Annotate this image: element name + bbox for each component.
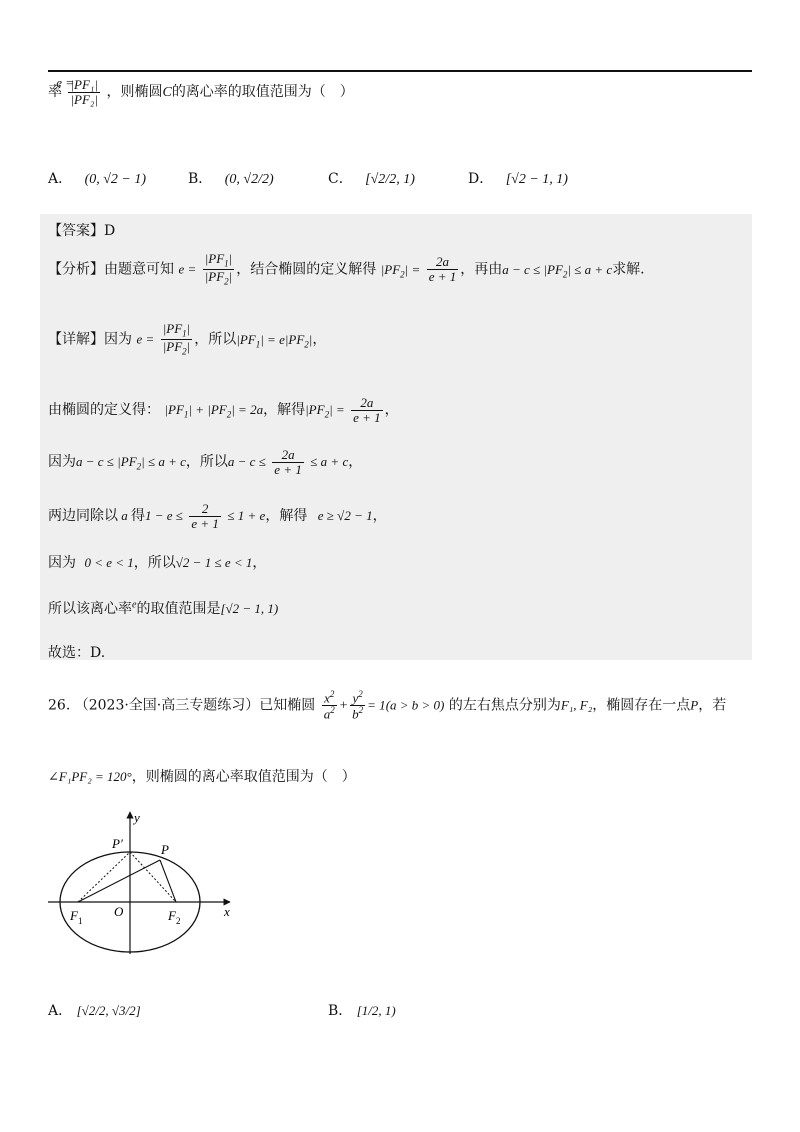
q25-option-b[interactable]: B． (0, √2/2) [188, 171, 274, 187]
segment-f1-p [78, 860, 160, 902]
q26-option-a[interactable]: A． [√2/2, √3/2] [48, 1003, 141, 1019]
segment-p-f2 [160, 860, 176, 902]
f1-subscript: 1 [78, 916, 83, 926]
detail-line-1: 【详解】因为 e = $\frac{|PF_1|}{|PF_2|}$ ，所以$|PF_1| = e|PF_2|$， [48, 321, 327, 357]
x-axis-label: x [224, 904, 230, 919]
detail-line-2: 由椭圆的定义得： $|PF_1| + |PF_2| = 2a$，解得$|PF_2|$ = $\frac{2a}{e + 1}$ ， [48, 395, 399, 425]
y-axis-label: y [134, 810, 140, 825]
p-prime-label: P′ [112, 836, 123, 851]
analysis-line: 【分析】由题意可知 e = $\frac{|PF_1|}{|PF_2|}$ ，结合椭圆的定义解得 $|PF_2|$ = $\frac{2a}{e + 1}$ ，再由$a - c \le |PF_2| \le a + c$求解. [48, 251, 645, 287]
f2-subscript: 2 [176, 916, 181, 926]
analysis-formula-pf2: $\frac{2a}{e + 1}$ [428, 254, 457, 285]
ellipse-figure [44, 808, 240, 956]
q25-option-c[interactable]: C． [√2/2, 1) [328, 171, 415, 187]
q26-number: 26. [48, 697, 71, 714]
q25-option-a[interactable]: A． (0, √2 − 1) [48, 171, 147, 187]
f2-label: F [168, 908, 176, 923]
q25-lead: 率 [48, 84, 62, 101]
top-rule [48, 70, 752, 72]
answer-value: D [104, 223, 116, 239]
detail-line-3: 因为$a - c \le |PF_2| \le a + c$，所以a − c ≤ $\frac{2a}{e + 1}$ ≤ a + c， [48, 447, 363, 477]
analysis-formula-e: $\frac{|PF_1|}{|PF_2|}$ [204, 251, 233, 287]
segment-pprime-f2 [130, 852, 176, 902]
q26-option-b[interactable]: B． [1/2, 1) [328, 1003, 396, 1019]
detail-line-5: 因为 0 < e < 1，所以√2 − 1 ≤ e < 1， [48, 555, 267, 571]
origin-label: O [114, 904, 124, 919]
p-label: P [161, 842, 169, 857]
answer-label: 【答案】 [48, 223, 104, 239]
q26-stem-line-2: ∠F₁PF₂ = 120°，则椭圆的离心率取值范围为（ ） [48, 769, 356, 785]
q26-stem-line-1: 26. （2023·全国·高三专题练习）已知椭圆 $\frac{x^2}{a^2}$ + $\frac{y^2}{b^2}$ = 1(a > b > 0) 的左右焦点分别为F₁, F₂，椭圆存在一点P，若 [48, 689, 727, 722]
detail-line-6: 所以该离心率$^e$的取值范围是[√2 − 1, 1) [48, 599, 279, 617]
q25-option-d[interactable]: D． [√2 − 1, 1) [468, 171, 568, 187]
q26-ellipse-eq-y: $\frac{y^2}{b^2}$ [352, 689, 364, 722]
segment-f1-pprime [78, 852, 130, 902]
q25-stem: 率 e = |PF₁| |PF₂| ，则椭圆C的离心率的取值范围为（ ） [48, 75, 354, 107]
final-choice: 故选：D. [48, 645, 106, 661]
answer-line [48, 220, 115, 240]
q25-eccentricity-formula: e = |PF₁| |PF₂| [56, 75, 99, 107]
detail-line-4: 两边同除以 a 得1 − e ≤ $\frac{2}{e + 1}$ ≤ 1 + e，解得 e ≥ √2 − 1， [48, 501, 387, 531]
q26-ellipse-eq-x: $\frac{x^2}{a^2}$ [323, 689, 335, 722]
f1-label: F [70, 908, 78, 923]
